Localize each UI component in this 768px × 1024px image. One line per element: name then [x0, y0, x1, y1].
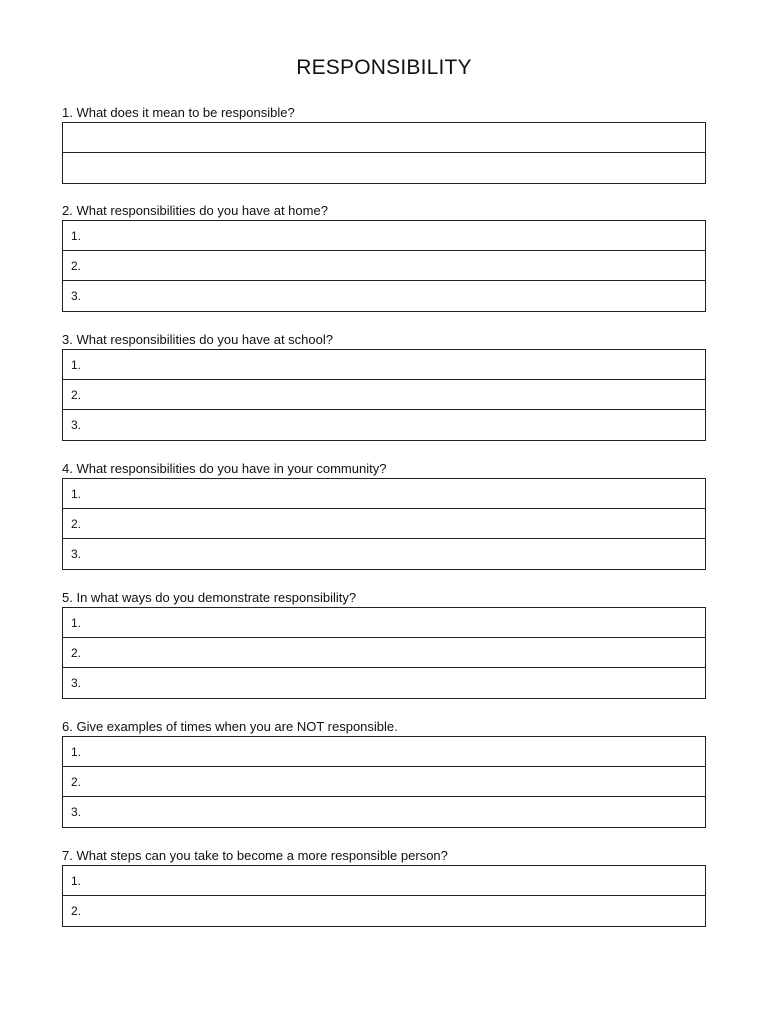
question-7-label: 7. What steps can you take to become a more responsible person? [62, 848, 448, 863]
question-6-label: 6. Give examples of times when you are NOT responsible. [62, 719, 398, 734]
question-7-answer-box [62, 865, 706, 927]
question-1-label: 1. What does it mean to be responsible? [62, 105, 295, 120]
question-7 [62, 848, 706, 927]
answer-field[interactable]: 3. [71, 547, 82, 561]
answer-field[interactable]: 1. [63, 221, 705, 251]
question-3-label: 3. What responsibilities do you have at school? [62, 332, 333, 347]
question-3-answer-box [62, 349, 706, 441]
question-2-answer-box [62, 220, 706, 312]
answer-field[interactable] [63, 123, 705, 153]
question-5 [62, 590, 706, 699]
answer-field[interactable]: 2. [71, 904, 82, 918]
answer-field[interactable]: 2. [63, 509, 705, 539]
question-3 [62, 332, 706, 441]
question-2 [62, 203, 706, 312]
worksheet-title: RESPONSIBILITY [296, 56, 472, 79]
question-5-answer-box [62, 607, 706, 699]
answer-field[interactable]: 3. [71, 289, 82, 303]
question-1 [62, 105, 706, 184]
question-6 [62, 719, 706, 828]
answer-field[interactable]: 2. [63, 380, 705, 410]
answer-field[interactable]: 3. [71, 676, 82, 690]
answer-field[interactable]: 2. [63, 767, 705, 797]
answer-field[interactable]: 3. [71, 805, 82, 819]
answer-field[interactable]: 1. [63, 866, 705, 896]
answer-field[interactable]: 1. [63, 350, 705, 380]
question-4-label: 4. What responsibilities do you have in your community? [62, 461, 387, 476]
question-1-answer-box [62, 122, 706, 184]
answer-field[interactable]: 3. [71, 418, 82, 432]
answer-field[interactable] [63, 153, 705, 183]
question-4 [62, 461, 706, 570]
question-6-answer-box [62, 736, 706, 828]
answer-field[interactable]: 1. [63, 737, 705, 767]
answer-field[interactable]: 2. [63, 638, 705, 668]
question-4-answer-box [62, 478, 706, 570]
answer-field[interactable]: 2. [63, 251, 705, 281]
answer-field[interactable]: 1. [63, 608, 705, 638]
answer-field[interactable]: 1. [63, 479, 705, 509]
question-2-label: 2. What responsibilities do you have at home? [62, 203, 328, 218]
question-5-label: 5. In what ways do you demonstrate responsibility? [62, 590, 357, 605]
